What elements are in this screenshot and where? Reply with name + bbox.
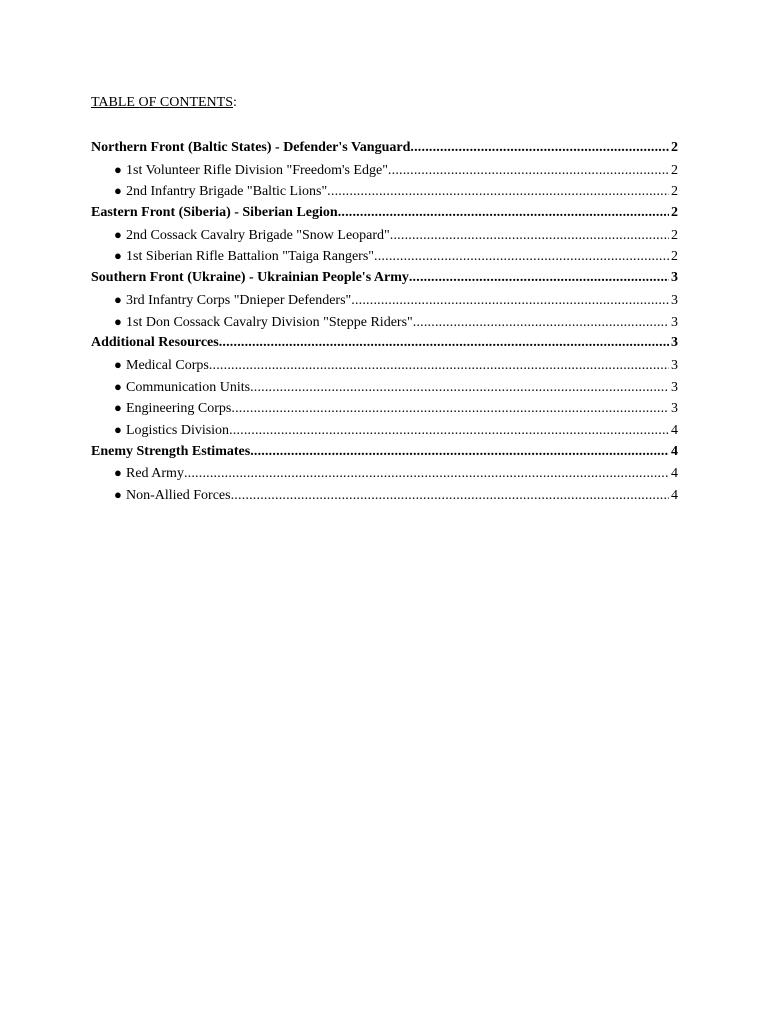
toc-entry-title: Northern Front (Baltic States) - Defender's Vanguard [91, 140, 411, 155]
toc-entry-title: Additional Resources [91, 335, 219, 351]
bullet-icon: ● [114, 465, 122, 481]
dot-leader [409, 267, 669, 289]
toc-page-number: 3 [671, 335, 678, 351]
bullet-icon: ● [114, 291, 122, 307]
dot-leader [390, 225, 669, 246]
toc-entry-title: 1st Volunteer Rifle Division "Freedom's Edge" [126, 162, 388, 178]
bullet-icon: ● [114, 248, 122, 264]
toc-subsection-entry [91, 289, 678, 311]
bullet-icon: ● [114, 487, 122, 502]
toc-page-number: 4 [671, 443, 678, 459]
dot-leader [374, 246, 669, 267]
toc-entry-title: Red Army [126, 466, 184, 482]
toc-subsection-entry [91, 311, 678, 333]
toc-heading-colon: : [233, 95, 237, 110]
toc-section-entry [91, 202, 678, 224]
dot-leader [229, 420, 669, 441]
toc-entry-title: Non-Allied Forces [126, 488, 231, 503]
toc-heading-text: TABLE OF CONTENTS [91, 95, 233, 110]
bullet-icon: ● [114, 226, 122, 242]
toc-subsection-entry [91, 462, 678, 484]
toc-page-number: 3 [671, 314, 678, 330]
bullet-icon: ● [114, 183, 122, 199]
toc-entry-title: Enemy Strength Estimates [91, 443, 251, 459]
toc-entry-title: Engineering Corps [126, 401, 232, 417]
bullet-icon: ● [114, 161, 122, 177]
toc-subsection-entry [91, 180, 678, 202]
dot-leader [338, 202, 669, 224]
toc-page-number: 3 [671, 379, 678, 395]
toc-entry-title: Logistics Division [126, 422, 230, 438]
bullet-icon: ● [114, 356, 122, 372]
toc-section-entry [91, 441, 678, 463]
toc-subsection-entry [91, 245, 678, 267]
toc-entry-title: 3rd Infantry Corps "Dnieper Defenders" [126, 292, 352, 308]
dot-leader [250, 441, 669, 463]
toc-entry-title: 1st Siberian Rifle Battalion "Taiga Rangers" [126, 249, 375, 265]
dot-leader [327, 181, 669, 202]
toc-subsection-entry [91, 224, 678, 246]
dot-leader [388, 160, 669, 181]
toc-subsection-entry [91, 159, 678, 181]
toc-subsection-entry [91, 484, 678, 506]
bullet-icon: ● [114, 313, 122, 329]
toc-page-number: 2 [671, 140, 678, 155]
bullet-icon: ● [114, 421, 122, 437]
toc-page-number: 2 [671, 184, 678, 200]
toc-page-number: 4 [671, 422, 678, 438]
toc-entry-title: Eastern Front (Siberia) - Siberian Legion [91, 205, 338, 221]
toc-entry-title: 2nd Infantry Brigade "Baltic Lions" [126, 184, 328, 200]
toc-subsection-entry [91, 397, 678, 419]
bullet-icon: ● [114, 378, 122, 394]
toc-subsection-entry [91, 419, 678, 441]
toc-section-entry [91, 332, 678, 354]
toc-page-number: 4 [671, 466, 678, 482]
dot-leader [410, 137, 669, 159]
dot-leader [351, 290, 669, 311]
dot-leader [231, 398, 669, 419]
toc-page-number: 4 [671, 488, 678, 503]
toc-page-number: 3 [671, 270, 678, 286]
toc-page-number: 2 [671, 162, 678, 178]
toc-subsection-entry [91, 354, 678, 376]
dot-leader [184, 463, 669, 484]
toc-entry-title: 2nd Cossack Cavalry Brigade "Snow Leopard" [126, 227, 390, 243]
toc-page-number: 3 [671, 292, 678, 308]
dot-leader [219, 332, 669, 354]
dot-leader [413, 312, 669, 333]
bullet-icon: ● [114, 400, 122, 416]
toc-list [91, 137, 678, 506]
toc-section-entry [91, 267, 678, 289]
toc-page-number: 2 [671, 227, 678, 243]
dot-leader [209, 355, 669, 376]
toc-entry-title: 1st Don Cossack Cavalry Division "Steppe Riders" [126, 314, 413, 330]
dot-leader [231, 485, 669, 506]
dot-leader [250, 377, 669, 398]
toc-heading [91, 94, 237, 111]
toc-section-entry [91, 137, 678, 159]
toc-entry-title: Communication Units [126, 379, 251, 395]
toc-subsection-entry [91, 376, 678, 398]
toc-entry-title: Medical Corps [126, 357, 209, 373]
toc-page-number: 2 [671, 249, 678, 265]
toc-page-number: 3 [671, 401, 678, 417]
toc-page-number: 2 [671, 205, 678, 221]
toc-entry-title: Southern Front (Ukraine) - Ukrainian People's Army [91, 270, 409, 286]
toc-page-number: 3 [671, 357, 678, 373]
